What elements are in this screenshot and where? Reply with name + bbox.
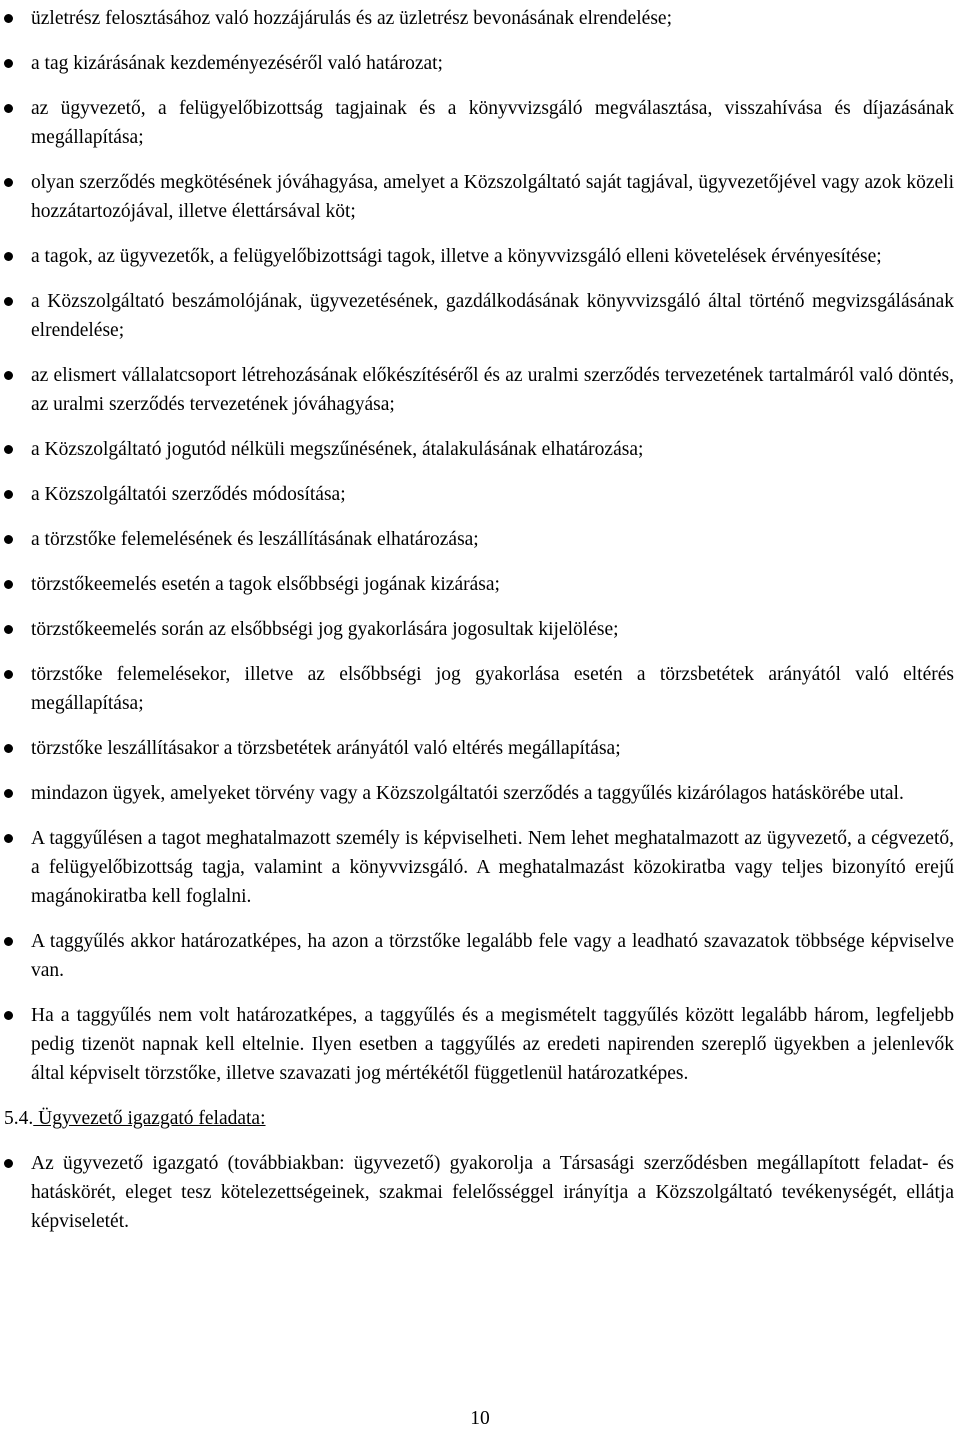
bullet-icon: [4, 178, 13, 187]
section-number: 5.4.: [4, 1108, 34, 1129]
section-heading: [0, 1104, 960, 1133]
bullet-icon: [4, 789, 13, 798]
bullet-icon: [4, 937, 13, 946]
bullet-icon: [4, 104, 13, 113]
list-item-text: a Közszolgáltatói szerződés módosítása;: [31, 484, 346, 505]
section-title: Ügyvezető igazgató feladata:: [33, 1108, 266, 1129]
list-item: [0, 615, 960, 644]
list-item: [0, 1001, 960, 1088]
list-item: [0, 480, 960, 509]
list-item: [0, 570, 960, 599]
list-item: [0, 734, 960, 763]
list-item-text: a tag kizárásának kezdeményezéséről való határozat;: [31, 53, 443, 74]
bullet-icon: [4, 670, 13, 679]
bullet-icon: [4, 14, 13, 23]
list-item: [0, 361, 960, 419]
list-item-text: A taggyűlés akkor határozatképes, ha azon a törzstőke legalább fele vagy a leadható szavazatok többsége képviselve van.: [31, 931, 954, 981]
list-item-text: az ügyvezető, a felügyelőbizottság tagjainak és a könyvvizsgáló megválasztása, visszahívása és díjazásának megállapítása;: [31, 98, 954, 148]
list-item-text: A taggyűlésen a tagot meghatalmazott személy is képviselheti. Nem lehet meghatalmazott az ügyvezető, a cégvezető, a felügyelőbizottság tagja, valamint a könyvvizsgáló. A meghatalmazást közokiratba vagy teljes bizonyító erejű magánokiratba kell foglalni.: [31, 828, 954, 907]
bullet-icon: [4, 490, 13, 499]
list-item-text: a Közszolgáltató jogutód nélküli megszűnésének, átalakulásának elhatározása;: [31, 439, 644, 460]
list-item-text: a tagok, az ügyvezetők, a felügyelőbizottsági tagok, illetve a könyvvizsgáló elleni követelések érvényesítése;: [31, 246, 882, 267]
list-item: [0, 779, 960, 808]
list-item: [0, 660, 960, 718]
bullet-icon: [4, 445, 13, 454]
list-item-text: Az ügyvezető igazgató (továbbiakban: ügyvezető) gyakorolja a Társasági szerződésben megállapított feladat- és hatáskörét, eleget tesz kötelezettségeinek, szakmai felelősséggel irányítja a Közszolgáltató tevékenységét, ellátja képviseletét.: [31, 1153, 954, 1232]
bullet-icon: [4, 744, 13, 753]
bullet-icon: [4, 834, 13, 843]
list-item: [0, 4, 960, 33]
list-item: [0, 1149, 960, 1236]
list-item: [0, 927, 960, 985]
list-item-text: törzstőke felemelésekor, illetve az elsőbbségi jog gyakorlása esetén a törzsbetétek arányától való eltérés megállapítása;: [31, 664, 954, 714]
list-item-text: mindazon ügyek, amelyeket törvény vagy a Közszolgáltatói szerződés a taggyűlés kizárólagos hatáskörébe utal.: [31, 783, 904, 804]
list-item-text: a Közszolgáltató beszámolójának, ügyvezetésének, gazdálkodásának könyvvizsgáló által történő megvizsgálásának elrendelése;: [31, 291, 954, 341]
list-item: [0, 242, 960, 271]
bullet-icon: [4, 535, 13, 544]
list-item-text: Ha a taggyűlés nem volt határozatképes, a taggyűlés és a megismételt taggyűlés között legalább három, legfeljebb pedig tizenöt napnak kell eltelnie. Ilyen esetben a taggyűlés az eredeti napirenden szereplő ügyekben a jelenlevők által képviselt törzstőke, illetve szavazati jog mértékétől függetlenül határozatképes.: [31, 1005, 954, 1084]
bullet-icon: [4, 59, 13, 68]
page-number: 10: [470, 1408, 490, 1429]
bullet-icon: [4, 252, 13, 261]
list-item: [0, 435, 960, 464]
list-item: [0, 287, 960, 345]
bullet-icon: [4, 1011, 13, 1020]
list-item-text: törzstőke leszállításakor a törzsbetétek arányától való eltérés megállapítása;: [31, 738, 621, 759]
list-item-text: üzletrész felosztásához való hozzájárulás és az üzletrész bevonásának elrendelése;: [31, 8, 672, 29]
bullet-icon: [4, 1159, 13, 1168]
list-item-text: törzstőkeemelés során az elsőbbségi jog gyakorlására jogosultak kijelölése;: [31, 619, 619, 640]
bullet-icon: [4, 297, 13, 306]
list-item-text: olyan szerződés megkötésének jóváhagyása, amelyet a Közszolgáltató saját tagjával, ügyvezetőjével vagy azok közeli hozzátartozójával, illetve élettársával köt;: [31, 172, 954, 222]
list-item: [0, 525, 960, 554]
list-item-text: törzstőkeemelés esetén a tagok elsőbbségi jogának kizárása;: [31, 574, 500, 595]
list-item-text: az elismert vállalatcsoport létrehozásának előkészítéséről és az uralmi szerződés tervezetének tartalmáról való döntés, az uralmi szerződés tervezetének jóváhagyása;: [31, 365, 954, 415]
list-item: [0, 824, 960, 911]
list-item: [0, 168, 960, 226]
bullet-icon: [4, 580, 13, 589]
list-item: [0, 94, 960, 152]
bullet-icon: [4, 371, 13, 380]
list-item-text: a törzstőke felemelésének és leszállításának elhatározása;: [31, 529, 479, 550]
bullet-icon: [4, 625, 13, 634]
bullet-list-director-duties: [0, 1149, 960, 1236]
list-item: [0, 49, 960, 78]
